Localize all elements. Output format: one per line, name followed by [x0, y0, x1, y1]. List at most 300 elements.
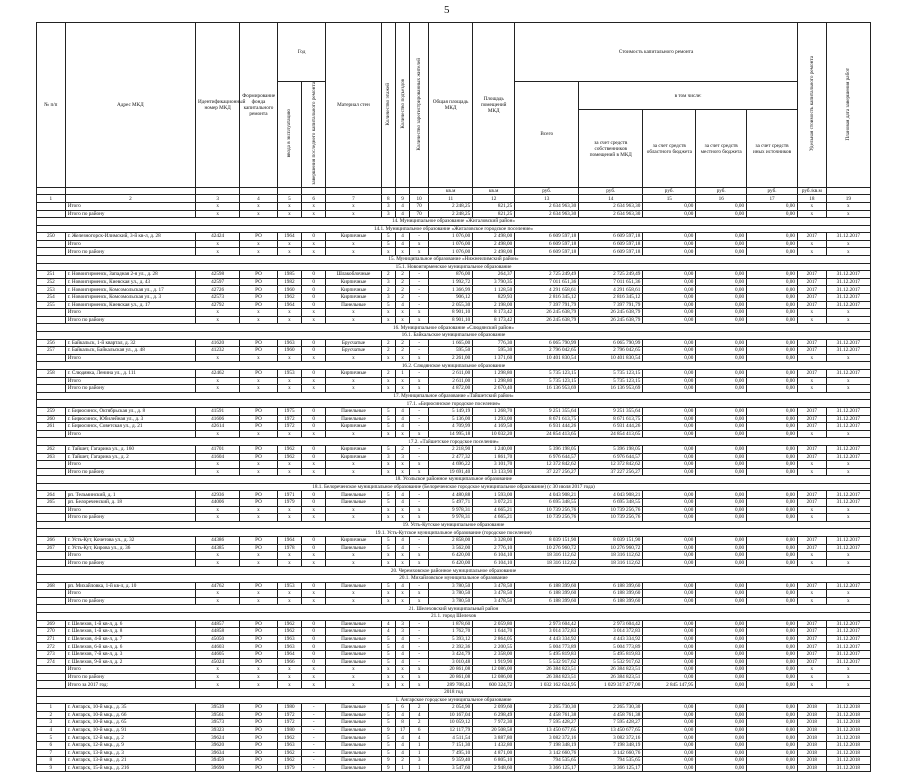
table-cell: 13 133,90	[473, 468, 515, 476]
table-cell: 31.12.2017	[826, 658, 870, 666]
table-cell: x	[826, 552, 870, 560]
table-cell: 0,00	[643, 461, 696, 469]
table-cell: 794 535,65	[579, 757, 643, 765]
table-cell: 10 401 830,54	[515, 354, 579, 362]
table-cell: 1963	[277, 339, 301, 347]
table-cell: x	[826, 559, 870, 567]
table-cell: 2	[37, 711, 66, 719]
table-cell: 4	[395, 210, 409, 218]
table-cell: x	[826, 681, 870, 689]
table-cell: x	[410, 666, 429, 674]
section-row	[37, 362, 871, 370]
table-cell: x	[410, 385, 429, 393]
table-cell: 0,00	[747, 202, 798, 210]
section-title: 20. Черемховское районное муниципальное образование	[37, 567, 871, 575]
section-row	[37, 605, 871, 613]
table-cell: 4 291 658,61	[579, 286, 643, 294]
unit-cell: руб.	[696, 187, 747, 195]
col-year-group: Год	[277, 23, 326, 82]
table-cell: 1979	[277, 499, 301, 507]
table-cell: x	[277, 309, 301, 317]
table-cell: x	[826, 354, 870, 362]
table-cell: 0,00	[696, 650, 747, 658]
table-cell: 31.12.2017	[826, 582, 870, 590]
section-row	[37, 225, 871, 233]
table-cell: 0	[302, 582, 326, 590]
table-cell: 9 978,31	[429, 506, 473, 514]
table-cell: РО	[240, 537, 278, 545]
table-cell: 5	[381, 423, 395, 431]
table-cell: 0	[302, 369, 326, 377]
table-cell: 5 735 123,15	[579, 377, 643, 385]
table-cell: 264	[37, 491, 66, 499]
table-cell: x	[381, 590, 395, 598]
table-cell: 5 004 773,89	[515, 643, 579, 651]
table-cell: РО	[240, 294, 278, 302]
table-cell: 0	[302, 499, 326, 507]
table-cell: 2	[395, 347, 409, 355]
section-row	[37, 263, 871, 271]
table-cell: -	[302, 719, 326, 727]
table-row	[37, 658, 871, 666]
table-cell: 0,00	[747, 506, 798, 514]
table-cell: 2 816 345,12	[579, 294, 643, 302]
table-cell: 289 708,43	[429, 681, 473, 689]
table-cell: -	[410, 339, 429, 347]
table-cell: Итого	[65, 552, 195, 560]
table-cell: 0,00	[696, 537, 747, 545]
total-row	[37, 666, 871, 674]
table-cell: x	[410, 506, 429, 514]
table-cell: x	[277, 514, 301, 522]
table-cell: 2 054,90	[429, 704, 473, 712]
table-cell: 2 261,00	[429, 354, 473, 362]
table-cell: x	[326, 673, 381, 681]
table-cell: 1 032 162 624,95	[515, 681, 579, 689]
table-cell: 6 609 597,18	[515, 240, 579, 248]
table-cell: 31.12.2017	[826, 301, 870, 309]
table-cell: x	[381, 354, 395, 362]
table-cell: 0,00	[696, 559, 747, 567]
table-cell: x	[797, 354, 826, 362]
table-cell: 0,00	[643, 210, 696, 218]
col-year-commission: ввода в эксплуатацию	[277, 82, 301, 188]
table-cell: x	[381, 468, 395, 476]
table-cell: -	[410, 650, 429, 658]
table-cell: 269	[37, 620, 66, 628]
total-row	[37, 248, 871, 256]
table-cell: x	[302, 681, 326, 689]
table-cell: 4	[381, 620, 395, 628]
table-cell: -	[302, 749, 326, 757]
table-cell: x	[395, 248, 409, 256]
column-number-cell: 13	[515, 195, 579, 203]
table-cell: 0,00	[747, 681, 798, 689]
table-cell: РО	[240, 726, 278, 734]
table-cell: x	[395, 673, 409, 681]
table-cell: 876,00	[429, 271, 473, 279]
table-cell: 0	[302, 491, 326, 499]
table-cell: 41591	[196, 407, 240, 415]
table-cell: 1	[410, 764, 429, 772]
table-cell: 20 861,08	[429, 666, 473, 674]
table-body	[37, 202, 871, 772]
table-cell: 70	[410, 202, 429, 210]
table-cell: 41620	[196, 339, 240, 347]
unit-cell	[240, 187, 278, 195]
table-row	[37, 643, 871, 651]
table-cell: -	[410, 491, 429, 499]
table-row	[37, 453, 871, 461]
table-cell: РО	[240, 742, 278, 750]
table-cell: 4 458 761,38	[515, 711, 579, 719]
table-cell: 1971	[277, 491, 301, 499]
table-cell: 0,00	[747, 301, 798, 309]
table-cell: 18 316 112,62	[579, 559, 643, 567]
table-cell: x	[826, 430, 870, 438]
table-cell: 10 401 830,54	[579, 354, 643, 362]
table-cell	[37, 377, 66, 385]
table-cell: 8 901,10	[429, 316, 473, 324]
table-cell: 0,00	[643, 590, 696, 598]
table-cell: x	[797, 248, 826, 256]
table-cell: 1 371,60	[473, 354, 515, 362]
table-cell: 3	[395, 453, 409, 461]
table-cell: 0,00	[643, 597, 696, 605]
table-cell: 0,00	[696, 757, 747, 765]
table-cell: г. Ангарск, 12-й мкр., д. 2	[65, 734, 195, 742]
table-cell: 0,00	[643, 764, 696, 772]
table-cell: -	[410, 620, 429, 628]
table-cell: 7 151,30	[429, 742, 473, 750]
table-cell: x	[196, 385, 240, 393]
unit-cell	[410, 187, 429, 195]
table-cell: 5	[381, 445, 395, 453]
table-cell: x	[826, 385, 870, 393]
table-cell: 2 477,32	[429, 453, 473, 461]
table-cell: x	[410, 316, 429, 324]
table-cell: x	[302, 385, 326, 393]
table-cell: 2018	[797, 742, 826, 750]
table-cell: 272	[37, 643, 66, 651]
section-title: 19.1. Усть-Кутское муниципальное образование (городское поселение)	[37, 529, 871, 537]
table-cell: x	[240, 377, 278, 385]
col-cost-local: за счет средств местного бюджета	[696, 110, 747, 187]
table-cell: 2017	[797, 278, 826, 286]
table-cell: 31.12.2017	[826, 628, 870, 636]
table-cell: 2	[381, 271, 395, 279]
table-cell: 2018	[797, 704, 826, 712]
table-cell: 9 251 355,64	[579, 407, 643, 415]
table-cell: 3 478,50	[473, 597, 515, 605]
table-cell: 5 149,19	[429, 407, 473, 415]
table-cell: 3 887,80	[473, 734, 515, 742]
unit-cell	[826, 187, 870, 195]
unit-cell	[196, 187, 240, 195]
unit-cell: руб.	[747, 187, 798, 195]
table-cell: 3 072,21	[473, 499, 515, 507]
table-cell: г. Новоигирменск, Западная 2-я ул., д. 28	[65, 271, 195, 279]
table-row	[37, 445, 871, 453]
table-cell: x	[797, 461, 826, 469]
table-cell: x	[326, 385, 381, 393]
table-cell: x	[797, 559, 826, 567]
table-cell: x	[826, 461, 870, 469]
table-cell: Итого по району	[65, 514, 195, 522]
table-cell: 0,00	[643, 240, 696, 248]
table-cell: 10 059,12	[429, 719, 473, 727]
table-cell	[37, 468, 66, 476]
table-cell: Итого	[65, 377, 195, 385]
table-cell: г. Бирюсинск, Советская ул., д. 21	[65, 423, 195, 431]
table-cell: 0,00	[643, 347, 696, 355]
table-cell: 42598	[196, 271, 240, 279]
table-cell: 0,00	[696, 430, 747, 438]
table-cell: x	[196, 461, 240, 469]
table-cell: 3	[395, 628, 409, 636]
table-cell: x	[196, 673, 240, 681]
table-cell: 31.12.2017	[826, 339, 870, 347]
table-cell: x	[277, 506, 301, 514]
table-cell: Панельные	[326, 491, 381, 499]
table-cell: 2018	[797, 757, 826, 765]
table-cell: 0,00	[747, 430, 798, 438]
table-cell: x	[277, 316, 301, 324]
table-cell: 6 695 348,55	[515, 499, 579, 507]
table-cell: x	[277, 354, 301, 362]
table-cell: 1 076,00	[429, 233, 473, 241]
table-cell: 6 188 399,60	[515, 597, 579, 605]
table-cell: г. Шелехов, 9-й кв-л, д. 2	[65, 658, 195, 666]
table-cell: 0,00	[747, 278, 798, 286]
section-row	[37, 575, 871, 583]
table-cell: x	[797, 681, 826, 689]
table-cell: 31.12.2017	[826, 407, 870, 415]
table-cell	[37, 385, 66, 393]
table-cell: 0,00	[696, 301, 747, 309]
table-cell: x	[277, 673, 301, 681]
table-cell: 0,00	[643, 233, 696, 241]
table-cell: 2 200,55	[473, 643, 515, 651]
table-cell: 44605	[196, 650, 240, 658]
table-row	[37, 301, 871, 309]
table-row	[37, 339, 871, 347]
table-cell: 4	[395, 650, 409, 658]
table-cell: 0,00	[747, 590, 798, 598]
table-cell: 4	[381, 628, 395, 636]
table-cell: 0,00	[747, 453, 798, 461]
table-cell: x	[826, 590, 870, 598]
table-cell: x	[410, 377, 429, 385]
table-cell	[37, 461, 66, 469]
table-cell: 0	[302, 286, 326, 294]
table-cell: 1962	[277, 628, 301, 636]
table-cell: 1964	[277, 537, 301, 545]
table-cell: x	[797, 240, 826, 248]
table-cell	[37, 597, 66, 605]
section-row	[37, 483, 871, 491]
table-cell: 1 240,00	[473, 445, 515, 453]
table-cell: x	[240, 385, 278, 393]
table-cell: x	[797, 377, 826, 385]
column-number-cell: 7	[326, 195, 381, 203]
table-cell: 4 871,00	[473, 749, 515, 757]
table-cell: x	[196, 468, 240, 476]
table-cell: Панельные	[326, 415, 381, 423]
table-cell: 3 101,70	[473, 461, 515, 469]
table-cell: x	[395, 597, 409, 605]
table-cell: 6 188 399,60	[515, 582, 579, 590]
table-cell: 0,00	[696, 506, 747, 514]
table-row	[37, 286, 871, 294]
table-cell: 44858	[196, 628, 240, 636]
table-cell: г. Тайшет, Гагарина ул., д. 2	[65, 453, 195, 461]
table-row	[37, 726, 871, 734]
table-cell: г. Шелехов, 4-й кв-л, д. 7	[65, 635, 195, 643]
table-cell: 5	[381, 301, 395, 309]
table-cell: 2 248,25	[429, 202, 473, 210]
table-cell: 253	[37, 286, 66, 294]
table-cell: г. Ангарск, 10-й мкр., д. 91	[65, 726, 195, 734]
table-cell: 1980	[277, 704, 301, 712]
table-cell: x	[797, 316, 826, 324]
table-cell: x	[381, 248, 395, 256]
table-cell: 794 535,65	[515, 757, 579, 765]
table-cell: 0,00	[696, 377, 747, 385]
table-cell: 31.12.2017	[826, 544, 870, 552]
table-cell: Панельные	[326, 757, 381, 765]
table-cell: Итого по району	[65, 673, 195, 681]
table-cell: 4 709,99	[429, 423, 473, 431]
table-cell: -	[410, 286, 429, 294]
table-cell: x	[797, 666, 826, 674]
table-cell: 0,00	[696, 240, 747, 248]
table-cell: x	[395, 666, 409, 674]
table-cell: 5	[381, 635, 395, 643]
table-cell: 2 845 147,95	[643, 681, 696, 689]
table-cell: 2017	[797, 415, 826, 423]
table-cell: 41701	[196, 445, 240, 453]
table-cell: x	[395, 559, 409, 567]
table-cell: 262	[37, 445, 66, 453]
table-cell: 0,00	[696, 673, 747, 681]
table-cell: 0,00	[696, 339, 747, 347]
col-entrances: Количество подъездов	[395, 23, 409, 188]
table-cell: 2017	[797, 658, 826, 666]
table-cell: 0,00	[643, 514, 696, 522]
table-cell: 2	[395, 271, 409, 279]
table-cell: 39620	[196, 742, 240, 750]
table-cell: 0,00	[747, 643, 798, 651]
table-cell: Панельные	[326, 658, 381, 666]
table-cell: x	[277, 590, 301, 598]
table-cell: 1 293,00	[473, 415, 515, 423]
total-row	[37, 385, 871, 393]
table-cell: Панельные	[326, 582, 381, 590]
table-cell: 2 248,25	[429, 210, 473, 218]
table-cell: 41604	[196, 453, 240, 461]
table-cell: РО	[240, 544, 278, 552]
table-cell: x	[277, 597, 301, 605]
table-cell: 1964	[277, 233, 301, 241]
table-cell	[37, 559, 66, 567]
table-cell: x	[240, 202, 278, 210]
table-cell: 1962	[277, 294, 301, 302]
table-cell: 0,00	[696, 347, 747, 355]
table-cell: 2017	[797, 271, 826, 279]
col-end-date: Плановая дата завершения работ	[826, 23, 870, 188]
total-row	[37, 673, 871, 681]
table-cell: 2 776,10	[473, 544, 515, 552]
table-cell: 0,00	[696, 210, 747, 218]
table-cell: 0,00	[696, 552, 747, 560]
table-cell: 5	[381, 719, 395, 727]
table-cell: 0,00	[696, 445, 747, 453]
table-cell: x	[240, 597, 278, 605]
table-cell: 3	[410, 757, 429, 765]
table-cell: 31.12.2018	[826, 719, 870, 727]
total-row	[37, 309, 871, 317]
col-total-area: Общая площадь МКД	[429, 23, 473, 188]
table-cell: г. Ангарск, 10-й мкр., д. 65	[65, 719, 195, 727]
table-cell: 2 265 730,30	[579, 704, 643, 712]
table-cell: 5	[381, 650, 395, 658]
table-cell: 0,00	[747, 385, 798, 393]
table-cell: 3 082 372,16	[579, 734, 643, 742]
table-cell: x	[326, 559, 381, 567]
table-cell	[37, 240, 66, 248]
table-cell: 1 076,00	[429, 248, 473, 256]
table-cell: x	[410, 552, 429, 560]
table-cell: x	[826, 514, 870, 522]
table-cell: 263	[37, 453, 66, 461]
section-title: 16.2. Слюдянское муниципальное образование	[37, 362, 871, 370]
table-cell: 0,00	[643, 445, 696, 453]
table-cell: 2017	[797, 423, 826, 431]
table-cell: 0,00	[747, 711, 798, 719]
table-cell: x	[240, 210, 278, 218]
table-cell: 2018	[797, 726, 826, 734]
table-cell: 1 029 317 477,00	[579, 681, 643, 689]
table-cell: 42573	[196, 294, 240, 302]
table-cell: 0,00	[696, 726, 747, 734]
table-cell: 42936	[196, 491, 240, 499]
table-cell: РО	[240, 499, 278, 507]
table-cell: Панельные	[326, 643, 381, 651]
table-cell: 1962	[277, 757, 301, 765]
table-cell: 595,50	[429, 347, 473, 355]
table-cell: 12 086,00	[473, 673, 515, 681]
table-cell: 2 973 604,42	[579, 620, 643, 628]
total-row	[37, 590, 871, 598]
table-cell: 8 671 613,75	[515, 415, 579, 423]
table-cell: 31.12.2017	[826, 415, 870, 423]
table-cell: 39690	[196, 764, 240, 772]
table-cell: x	[395, 552, 409, 560]
table-cell: РО	[240, 423, 278, 431]
table-cell: 5 735 123,15	[515, 377, 579, 385]
table-cell: 7 011 651,36	[579, 278, 643, 286]
table-cell: x	[302, 590, 326, 598]
table-cell: 31.12.2017	[826, 620, 870, 628]
table-cell: 0,00	[696, 628, 747, 636]
table-cell: 31.12.2018	[826, 749, 870, 757]
table-cell: 0,00	[643, 301, 696, 309]
table-cell: 2	[395, 445, 409, 453]
table-cell: 7 595 428,27	[579, 719, 643, 727]
table-cell: 26 384 823,51	[579, 666, 643, 674]
table-cell: x	[302, 248, 326, 256]
